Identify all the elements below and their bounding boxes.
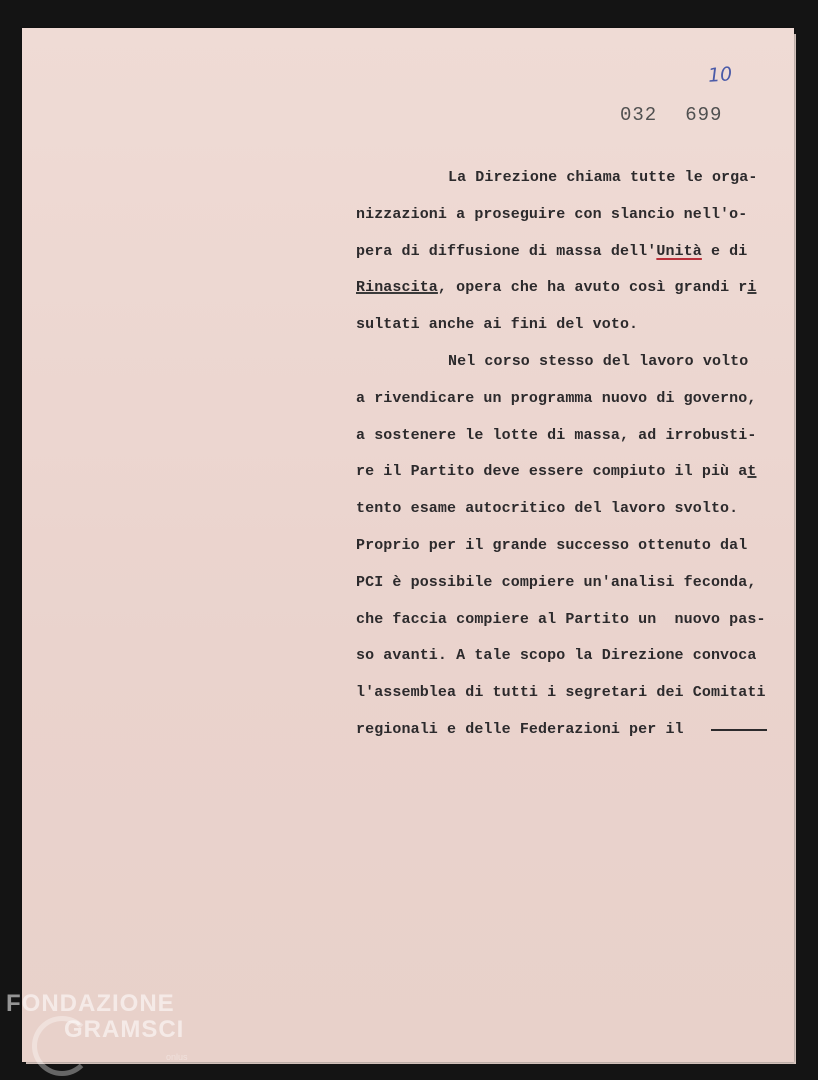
watermark-small: onlus xyxy=(166,1052,188,1062)
archive-stamp-number xyxy=(620,104,722,126)
blank-date-line xyxy=(711,717,767,731)
text-line: che faccia compiere al Partito un nuovo pas- xyxy=(356,610,766,628)
text-line xyxy=(356,234,786,271)
text-line xyxy=(356,454,786,491)
text-line: a rivendicare un programma nuovo di governo, xyxy=(356,389,757,407)
handwritten-folio-number: 10 xyxy=(707,63,733,87)
text-line: PCI è possibile compiere un'analisi feconda, xyxy=(356,573,757,591)
text-segment: re il Partito deve essere compiuto il più a xyxy=(356,463,748,481)
text-line: Proprio per il grande successo ottenuto dal xyxy=(356,536,748,554)
text-segment: t xyxy=(747,463,757,481)
text-segment: pera di diffusione di massa dell' xyxy=(356,242,657,260)
text-segment: regionali e delle Federazioni per il xyxy=(356,720,684,738)
text-line: so avanti. A tale scopo la Direzione convoca xyxy=(356,647,757,665)
text-line: Nel corso stesso del lavoro volto xyxy=(448,352,749,370)
watermark xyxy=(6,990,184,1044)
text-line: tento esame autocritico del lavoro svolto. xyxy=(356,500,739,518)
newspaper-title-unita: Unità xyxy=(656,242,702,260)
text-line: sultati anche ai fini del voto. xyxy=(356,316,639,334)
text-line: l'assemblea di tutti i segretari dei Comitati xyxy=(356,684,766,702)
text-line xyxy=(356,712,786,749)
text-line: nizzazioni a proseguire con slancio nell'o- xyxy=(356,205,748,223)
text-line xyxy=(356,270,786,307)
watermark-line1: FONDAZIONE xyxy=(6,990,175,1017)
archive-number-part1: 032 xyxy=(620,104,658,126)
text-line: a sostenere le lotte di massa, ad irrobusti- xyxy=(356,426,757,444)
text-segment: e di xyxy=(701,242,748,260)
text-line: La Direzione chiama tutte le orga- xyxy=(448,169,758,186)
magazine-title-rinascita: Rinascita xyxy=(356,279,438,297)
archive-number-part2: 699 xyxy=(685,104,723,126)
typed-text-body xyxy=(356,160,786,749)
text-segment: i xyxy=(747,279,757,297)
text-segment: , opera che ha avuto così grandi r xyxy=(437,279,748,297)
watermark-line2: GRAMSCI xyxy=(64,1016,185,1043)
